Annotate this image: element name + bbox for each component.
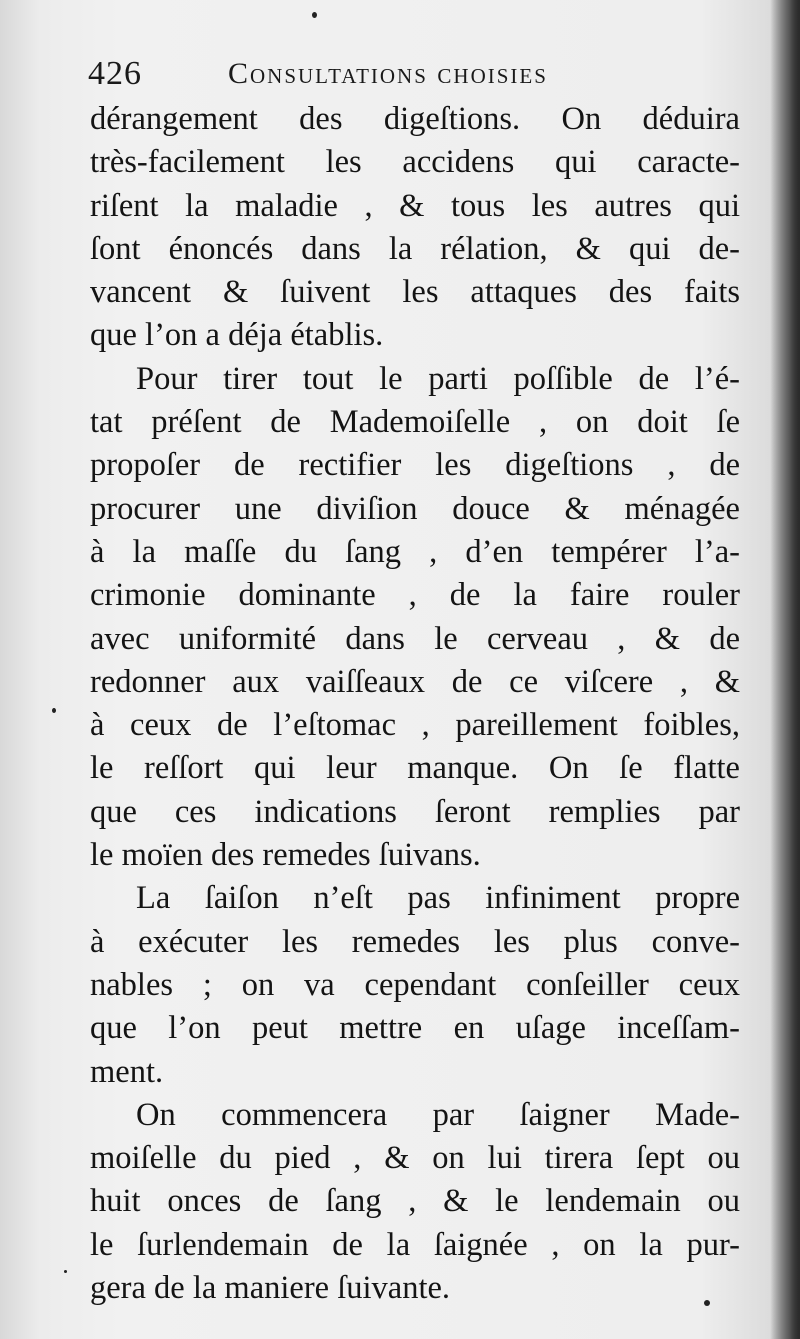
text-line: gera de la maniere ſuivante. xyxy=(90,1270,451,1307)
text-line: que l’on a déja établis. xyxy=(90,317,384,354)
text-line: que l’on peut mettre en uſage inceſſam- xyxy=(90,1010,740,1047)
text-line: Pour tirer tout le parti poſſible de l’é- xyxy=(136,360,740,397)
text-line: vancent & ſuivent les attaques des faits xyxy=(90,274,740,311)
text-line: dérangement des digeſtions. On déduira xyxy=(90,101,740,137)
text-line: à exécuter les remedes les plus conve- xyxy=(90,923,740,960)
text-line: On commencera par ſaigner Made- xyxy=(136,1096,740,1133)
text-line: à ceux de l’eſtomac , pareillement foibles, xyxy=(90,707,740,744)
text-line: nables ; on va cependant conſeiller ceux xyxy=(90,966,740,1003)
text-line: ſont énoncés dans la rélation, & qui de- xyxy=(90,230,740,267)
text-line: le reſſort qui leur manque. On ſe flatte xyxy=(90,750,740,787)
body-text xyxy=(90,98,740,1310)
text-line: que ces indications ſeront remplies par xyxy=(90,793,740,830)
page-number: 426 xyxy=(88,55,142,92)
text-line: très-facilement les accidens qui caracte- xyxy=(90,144,740,181)
text-line: le ſurlendemain de la ſaignée , on la pur- xyxy=(90,1226,740,1263)
text-line: huit onces de ſang , & le lendemain ou xyxy=(90,1183,740,1220)
text-line: crimonie dominante , de la faire rouler xyxy=(90,577,740,614)
text-line: avec uniformité dans le cerveau , & de xyxy=(90,620,740,657)
text-line: moiſelle du pied , & on lui tirera ſept ou xyxy=(90,1140,740,1177)
text-line: ment. xyxy=(90,1053,164,1090)
text-line: le moïen des remedes ſuivans. xyxy=(90,837,481,874)
text-line: La ſaiſon n’eſt pas infiniment propre xyxy=(136,880,740,917)
page-header xyxy=(88,52,648,96)
ink-speck xyxy=(64,1270,67,1273)
text-line: riſent la maladie , & tous les autres qui xyxy=(90,187,740,224)
ink-speck xyxy=(312,12,317,18)
page-gutter-shadow xyxy=(770,0,800,1339)
text-line: propoſer de rectifier les digeſtions , de xyxy=(90,447,740,484)
text-line: tat préſent de Mademoiſelle , on doit ſe xyxy=(90,404,740,441)
text-line: procurer une diviſion douce & ménagée xyxy=(90,490,740,527)
ink-speck xyxy=(52,708,56,713)
running-title: Consultations choisies xyxy=(228,57,548,90)
text-line: redonner aux vaiſſeaux de ce viſcere , & xyxy=(90,663,740,700)
text-line: à la maſſe du ſang , d’en tempérer l’a- xyxy=(90,533,740,570)
